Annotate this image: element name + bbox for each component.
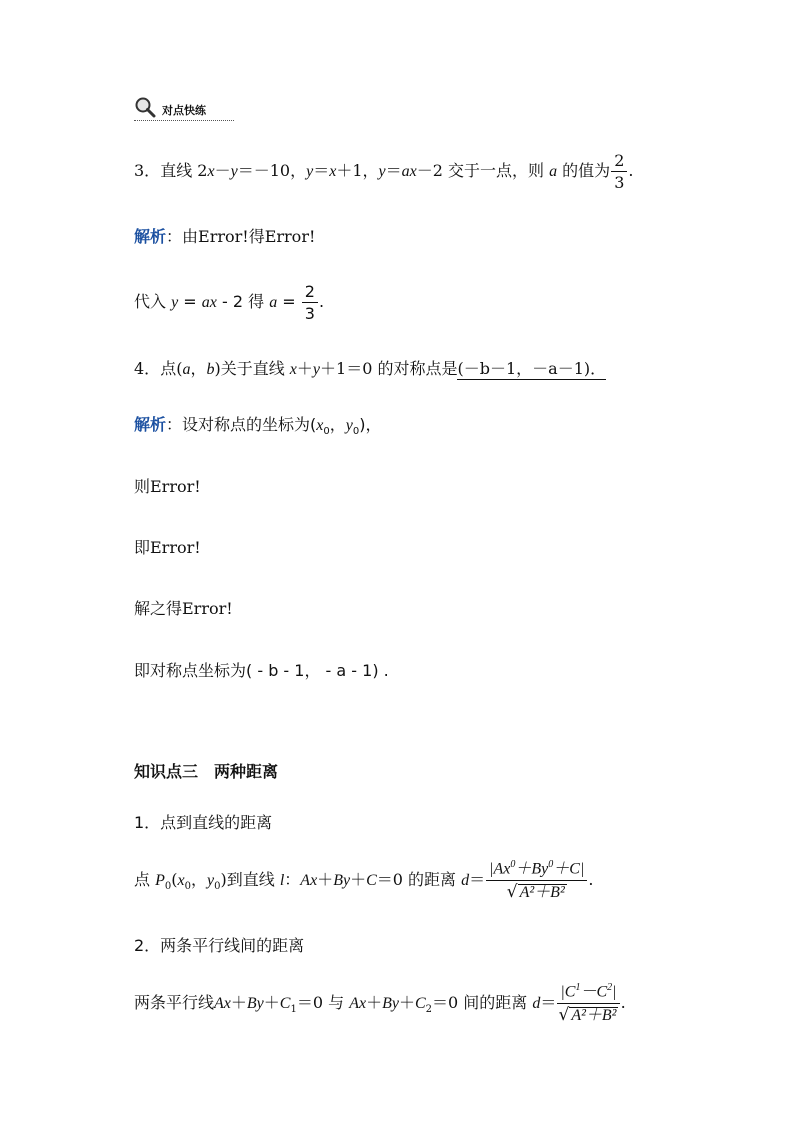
solution-label: 解析 xyxy=(134,415,167,434)
solution-3-line1: 解析：由Error!得Error! xyxy=(134,227,316,246)
subheading-point-line-distance: 1．点到直线的距离 xyxy=(134,813,273,832)
question-4: 4．点(a，b)关于直线 x＋y＋1＝0 的对称点是(－b－1，－a－1)． xyxy=(134,359,607,378)
solution-3-line2: 代入 y = ax - 2 得 a = $\frac{2}{3}$ . xyxy=(134,281,325,323)
solution-label: 解析 xyxy=(134,227,167,246)
answer-underlined: (－b－1，－a－1)． xyxy=(457,359,607,378)
solution-4-line2: 则Error! xyxy=(134,477,201,496)
question-3: 3．直线 2x－y＝－10，y＝x＋1，y＝ax－2 交于一点，则 a 的值为 $\frac{2}{3}$ . xyxy=(134,150,634,192)
answer-fraction: $\frac{2}{3}$ xyxy=(302,284,318,322)
section-header xyxy=(134,96,234,121)
knowledge-title: 知识点三 两种距离 xyxy=(134,762,279,781)
answer-fraction: $\frac{2}{3}$ xyxy=(611,153,627,191)
solution-4-line1: 解析：设对称点的坐标为($x_0$，$y_0$)， xyxy=(134,415,382,438)
question-number: 3． xyxy=(134,161,161,180)
sqrt-symbol: √ A²＋B² xyxy=(558,1004,617,1025)
parallel-distance-fraction: $|C^1-C^2|$ √ A²＋B² xyxy=(557,983,619,1023)
sqrt-symbol: √ A²＋B² xyxy=(506,881,565,902)
distance-fraction: $|Ax^0+By^0+C|$ √ A²＋B² xyxy=(486,860,587,900)
subheading-parallel-distance: 2．两条平行线间的距离 xyxy=(134,936,305,955)
formula-parallel-lines: 两条平行线$Ax+By+C_1=0$ 与 $Ax+By+C_2=0$ 间的距离 d＝ $|C^1-C^2|$ √ A²＋B² . xyxy=(134,982,626,1025)
magnifier-icon xyxy=(134,96,156,118)
solution-4-line5: 即对称点坐标为( - b - 1， - a - 1) . xyxy=(134,661,389,680)
section-header-label: 对点快练 xyxy=(162,104,206,117)
formula-point-line: 点 $P_0(x_0$，$y_0$)到直线 l：Ax＋By＋C＝0 的距离 d＝ $|Ax^0+By^0+C|$ √ A²＋B² . xyxy=(134,859,594,902)
solution-4-line4: 解之得Error! xyxy=(134,599,233,618)
solution-4-line3: 即Error! xyxy=(134,538,201,557)
